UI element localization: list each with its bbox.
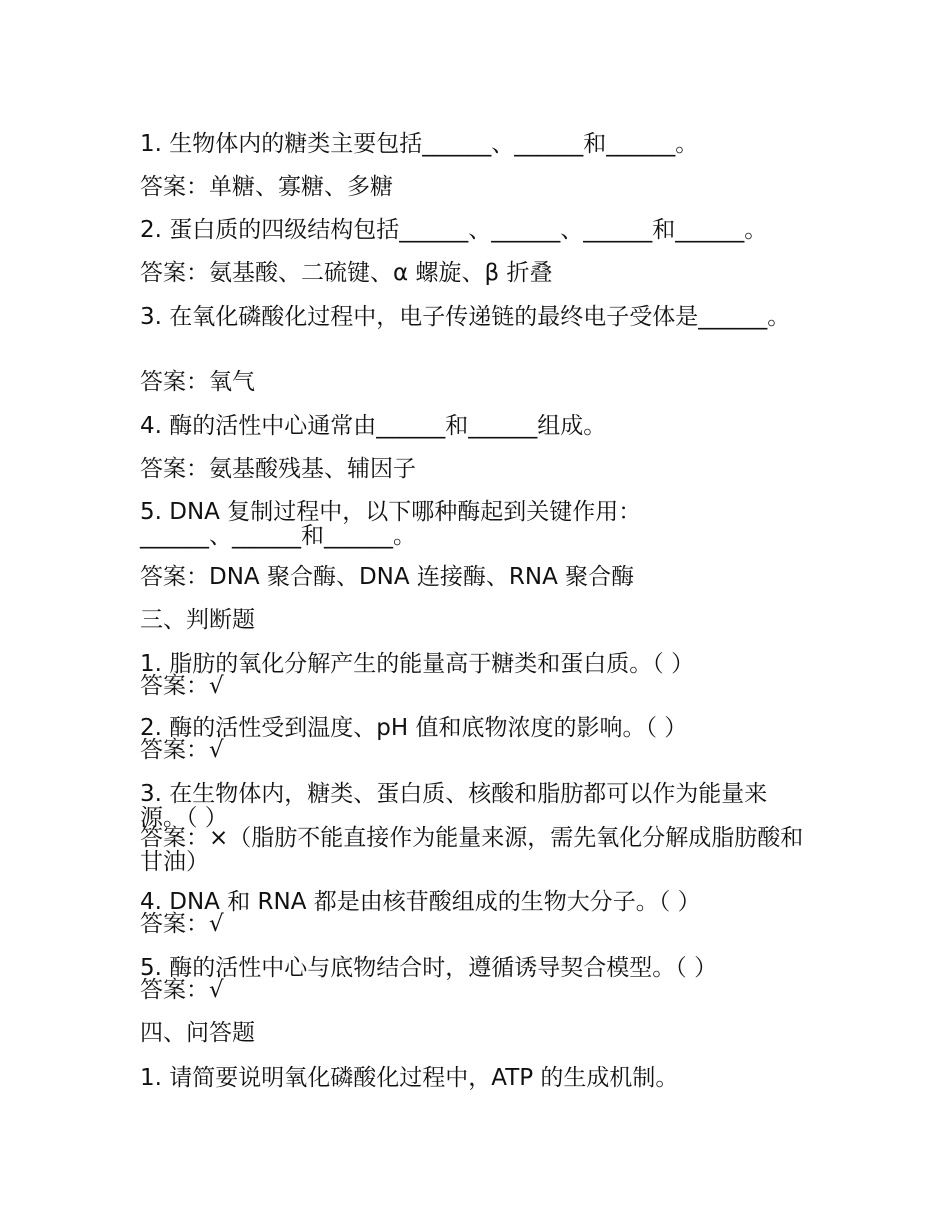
fill-question-2: 2. 蛋白质的四级结构包括______、______、______和______。 [140,217,768,243]
fill-question-3: 3. 在氧化磷酸化过程中，电子传递链的最终电子受体是______。 [140,304,791,330]
tf-answer-1: 答案：√ [140,673,224,699]
qa-question-1: 1. 请简要说明氧化磷酸化过程中，ATP 的生成机制。 [140,1065,679,1091]
tf-question-2: 2. 酶的活性受到温度、pH 值和底物浓度的影响。（ ） [140,715,688,741]
fill-answer-2: 答案：氨基酸、二硫键、α 螺旋、β 折叠 [140,260,553,286]
tf-answer-4: 答案：√ [140,911,224,937]
section-3-title: 三、判断题 [140,607,255,633]
section-4-title: 四、问答题 [140,1020,255,1046]
tf-answer-2: 答案：√ [140,737,224,763]
fill-answer-4: 答案：氨基酸残基、辅因子 [140,456,416,482]
fill-answer-1: 答案：单糖、寡糖、多糖 [140,174,393,200]
tf-question-3: 3. 在生物体内，糖类、蛋白质、核酸和脂肪都可以作为能量来源。（ ） [140,781,768,831]
tf-question-1: 1. 脂肪的氧化分解产生的能量高于糖类和蛋白质。（ ） [140,651,695,677]
tf-answer-5: 答案：√ [140,977,224,1003]
fill-answer-3: 答案：氧气 [140,369,255,395]
fill-answer-5: 答案：DNA 聚合酶、DNA 连接酶、RNA 聚合酶 [140,564,635,590]
tf-question-5: 5. 酶的活性中心与底物结合时，遵循诱导契合模型。（ ） [140,955,718,981]
tf-question-4: 4. DNA 和 RNA 都是由核苷酸组成的生物大分子。（ ） [140,889,701,915]
fill-question-4: 4. 酶的活性中心通常由______和______组成。 [140,413,607,439]
fill-question-1: 1. 生物体内的糖类主要包括______、______和______。 [140,131,699,157]
fill-question-5: 5. DNA 复制过程中，以下哪种酶起到关键作用：______、______和______。 [140,499,642,549]
tf-answer-3: 答案：×（脂肪不能直接作为能量来源，需先氧化分解成脂肪酸和甘油） [140,825,804,875]
